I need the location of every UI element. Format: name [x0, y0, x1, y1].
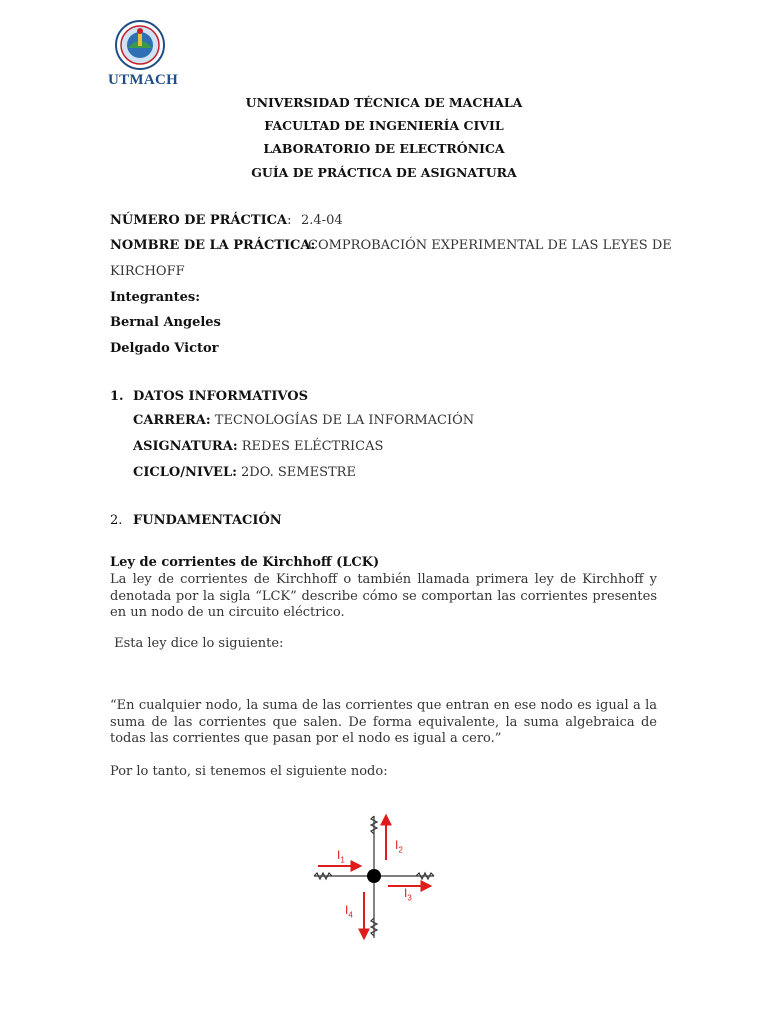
section2-title: FUNDAMENTACIÓN: [133, 513, 282, 528]
field-label: ASIGNATURA:: [133, 439, 238, 454]
subsection-title: Ley de corrientes de Kirchhoff (LCK): [110, 555, 380, 570]
member-name: Bernal Angeles: [110, 315, 221, 330]
logo-text: UTMACH: [108, 72, 179, 88]
label-i4: $I_4$: [345, 903, 353, 920]
field-value: 2DO. SEMESTRE: [241, 465, 356, 480]
kirchhoff-node-diagram: [304, 808, 444, 948]
practice-number-label: NÚMERO DE PRÁCTICA: [110, 213, 288, 228]
practice-name-value-cont: KIRCHOFF: [110, 264, 185, 279]
practice-number-colon: :: [287, 213, 292, 228]
practice-name-label: NOMBRE DE LA PRÁCTICA:: [110, 238, 316, 253]
practice-name-value: COMPROBACIÓN EXPERIMENTAL DE LAS LEYES DE: [308, 238, 672, 253]
field-asignatura: [133, 439, 383, 454]
label-i3: $I_3$: [404, 886, 412, 903]
field-value: TECNOLOGÍAS DE LA INFORMACIÓN: [214, 413, 475, 428]
members-label: Integrantes:: [110, 290, 201, 305]
field-value: REDES ELÉCTRICAS: [241, 439, 384, 454]
node-diagram-svg: [304, 808, 444, 948]
paragraph-law-intro: Esta ley dice lo siguiente:: [110, 636, 284, 651]
laboratory-name: LABORATORIO DE ELECTRÓNICA: [263, 141, 505, 156]
field-label: CARRERA:: [133, 413, 211, 428]
faculty-name: FACULTAD DE INGENIERÍA CIVIL: [264, 118, 504, 133]
university-logo: [108, 20, 179, 88]
section1-number: 1.: [110, 389, 124, 404]
field-carrera: [133, 413, 474, 428]
section1-title: DATOS INFORMATIVOS: [133, 389, 308, 404]
guide-title: GUÍA DE PRÁCTICA DE ASIGNATURA: [251, 165, 517, 180]
member-name: Delgado Victor: [110, 341, 219, 356]
field-label: CICLO/NIVEL:: [133, 465, 237, 480]
paragraph-intro: La ley de corrientes de Kirchhoff o también llamada primera ley de Kirchhoff y denotada por la sigla “LCK” describe cómo se comportan las corrientes presentes en un nodo de un circuito eléctrico.: [110, 572, 657, 621]
field-ciclo: [133, 465, 356, 480]
university-seal-icon: [108, 20, 178, 72]
law-quote: “En cualquier nodo, la suma de las corrientes que entran en ese nodo es igual a la suma de las corrientes que salen. De forma equivalente, la suma algebraica de todas las corrientes que pasan por el nodo es igual a cero.”: [110, 698, 657, 747]
node-dot: [367, 869, 381, 883]
university-name: UNIVERSIDAD TÉCNICA DE MACHALA: [245, 95, 523, 110]
label-i1: $I_1$: [337, 848, 345, 865]
practice-number-value: 2.4-04: [301, 213, 343, 228]
section2-number: 2.: [110, 513, 123, 528]
label-i2: $I_2$: [395, 838, 403, 855]
practice-number-row: [110, 213, 291, 228]
paragraph-node-intro: Por lo tanto, si tenemos el siguiente nodo:: [110, 764, 388, 779]
